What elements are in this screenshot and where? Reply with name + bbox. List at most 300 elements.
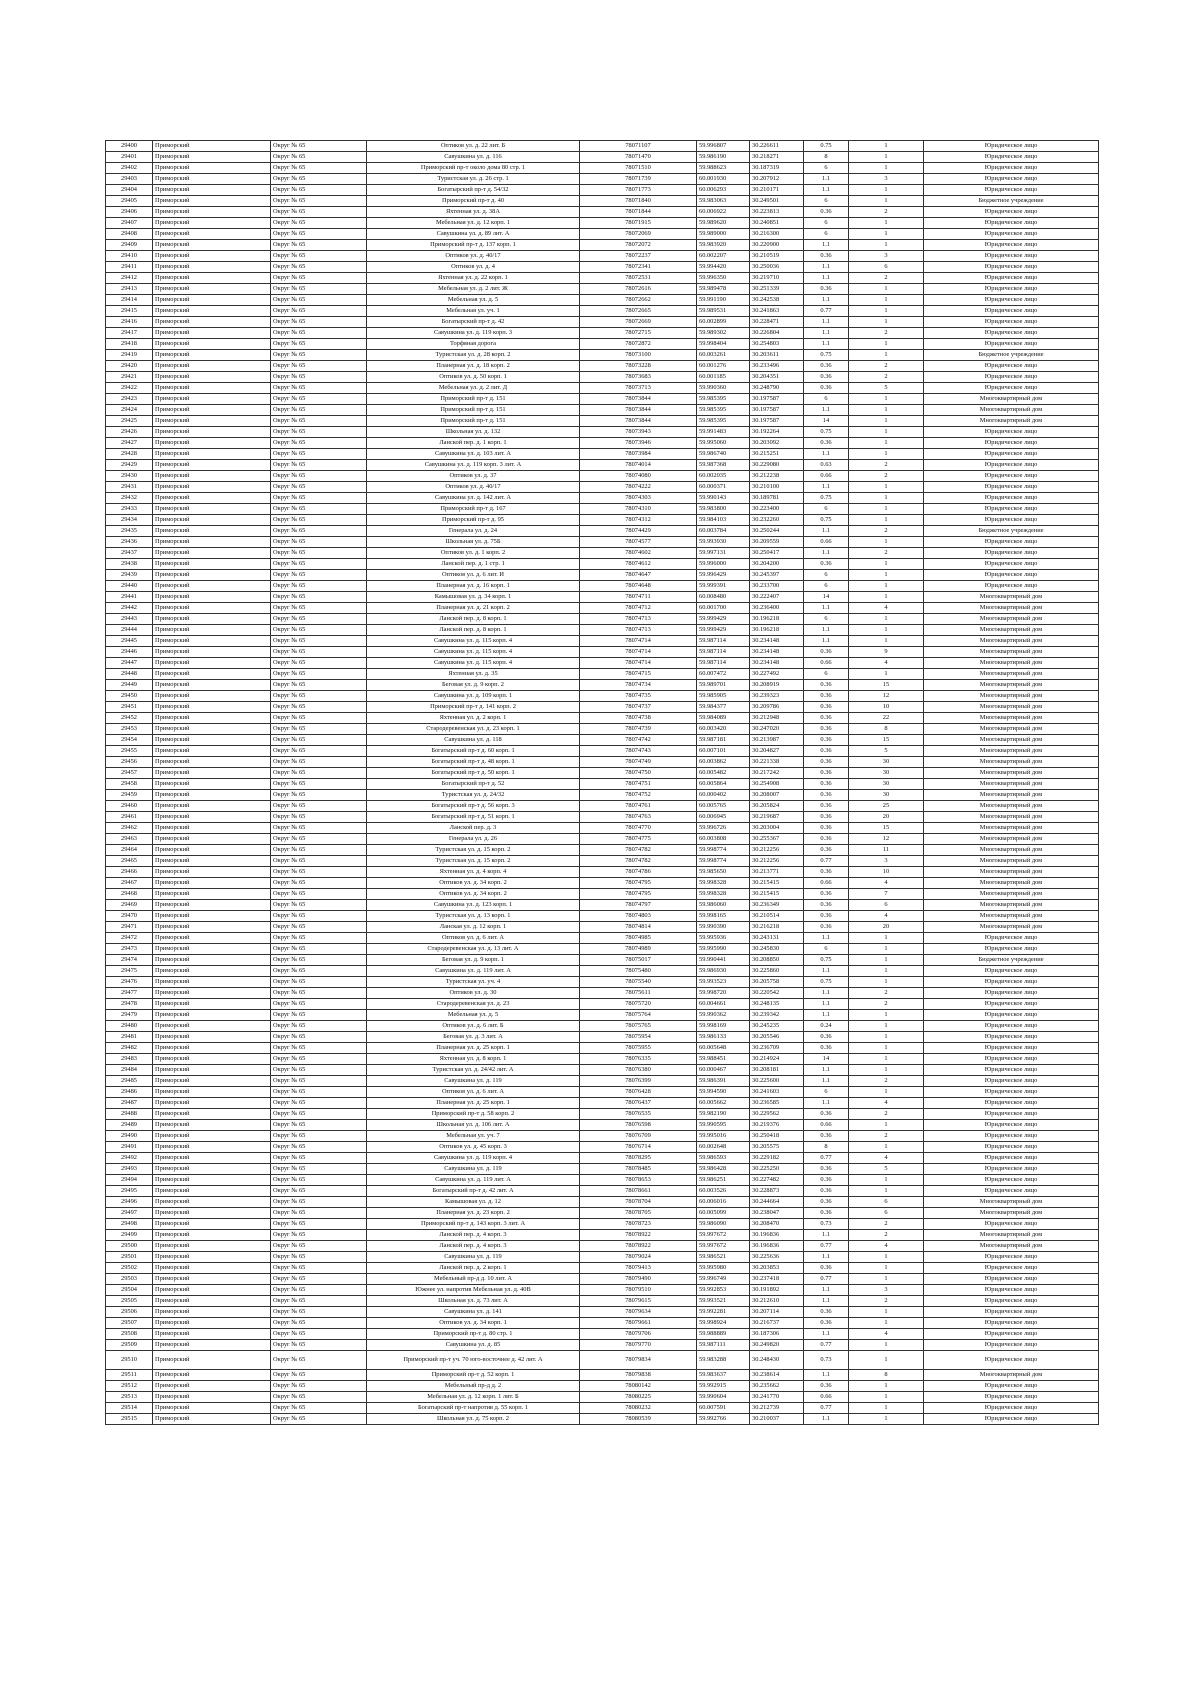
- cell-count: 2: [849, 361, 924, 372]
- cell-district: Приморский: [153, 1208, 271, 1219]
- table-row: [106, 163, 1099, 174]
- cell-count: 1: [849, 1274, 924, 1285]
- cell-volume: 0.36: [804, 1109, 849, 1120]
- cell-address: Савушкина ул. д. 119 корп. 3: [367, 328, 580, 339]
- cell-longitude: 30.205824: [750, 801, 804, 812]
- cell-latitude: 59.999429: [697, 614, 750, 625]
- cell-municipal-okrug: Округ № 65: [271, 834, 367, 845]
- cell-count: 1: [849, 1175, 924, 1186]
- cell-object-id: 78076598: [580, 1120, 697, 1131]
- cell-owner-type: Многоквартирный дом: [924, 691, 1099, 702]
- cell-count: 1: [849, 493, 924, 504]
- cell-latitude: 59.989620: [697, 218, 750, 229]
- table-row: [106, 658, 1099, 669]
- cell-latitude: 59.988889: [697, 1329, 750, 1340]
- cell-latitude: 60.003526: [697, 1186, 750, 1197]
- cell-municipal-okrug: Округ № 65: [271, 878, 367, 889]
- cell-municipal-okrug: Округ № 65: [271, 427, 367, 438]
- cell-district: Приморский: [153, 1370, 271, 1381]
- cell-address: Богатырский пр-т д. 54/32: [367, 185, 580, 196]
- cell-count: 3: [849, 174, 924, 185]
- cell-district: Приморский: [153, 768, 271, 779]
- cell-address: Ланской пер. д. 8 корп. 1: [367, 614, 580, 625]
- cell-municipal-okrug: Округ № 65: [271, 339, 367, 350]
- cell-latitude: 60.002207: [697, 251, 750, 262]
- cell-longitude: 30.225250: [750, 1164, 804, 1175]
- cell-address: Приморский пр-т д. 95: [367, 515, 580, 526]
- cell-district: Приморский: [153, 1076, 271, 1087]
- cell-district: Приморский: [153, 636, 271, 647]
- cell-object-id: 78073100: [580, 350, 697, 361]
- cell-count: 8: [849, 1370, 924, 1381]
- cell-row-number: 29509: [106, 1340, 153, 1351]
- cell-object-id: 78074770: [580, 823, 697, 834]
- cell-latitude: 60.004661: [697, 999, 750, 1010]
- cell-owner-type: Юридическое лицо: [924, 1186, 1099, 1197]
- cell-latitude: 60.005662: [697, 1098, 750, 1109]
- cell-address: Приморский пр-т д. 141 корп. 2: [367, 702, 580, 713]
- cell-row-number: 29469: [106, 900, 153, 911]
- cell-count: 1: [849, 482, 924, 493]
- cell-latitude: 59.986391: [697, 1076, 750, 1087]
- cell-row-number: 29465: [106, 856, 153, 867]
- cell-object-id: 78074989: [580, 944, 697, 955]
- cell-municipal-okrug: Округ № 65: [271, 625, 367, 636]
- cell-object-id: 78076714: [580, 1142, 697, 1153]
- cell-longitude: 30.197587: [750, 405, 804, 416]
- cell-district: Приморский: [153, 680, 271, 691]
- cell-longitude: 30.196836: [750, 1241, 804, 1252]
- cell-row-number: 29430: [106, 471, 153, 482]
- cell-longitude: 30.213987: [750, 735, 804, 746]
- cell-row-number: 29419: [106, 350, 153, 361]
- cell-object-id: 78074795: [580, 889, 697, 900]
- table-row: [106, 933, 1099, 944]
- cell-count: 4: [849, 1098, 924, 1109]
- table-row: [106, 1414, 1099, 1425]
- cell-address: Савушкина ул. д. 123 корп. 1: [367, 900, 580, 911]
- cell-count: 7: [849, 889, 924, 900]
- cell-object-id: 78079510: [580, 1285, 697, 1296]
- cell-latitude: 60.006016: [697, 1197, 750, 1208]
- cell-address: Ланской пер. д. 1 корп. 1: [367, 438, 580, 449]
- cell-municipal-okrug: Округ № 65: [271, 1252, 367, 1263]
- cell-volume: 1.1: [804, 625, 849, 636]
- cell-longitude: 30.209786: [750, 702, 804, 713]
- cell-district: Приморский: [153, 482, 271, 493]
- cell-address: Торфяная дорога: [367, 339, 580, 350]
- cell-district: Приморский: [153, 372, 271, 383]
- cell-row-number: 29405: [106, 196, 153, 207]
- cell-row-number: 29416: [106, 317, 153, 328]
- cell-owner-type: Многоквартирный дом: [924, 416, 1099, 427]
- cell-longitude: 30.196218: [750, 614, 804, 625]
- table-row: [106, 735, 1099, 746]
- cell-row-number: 29476: [106, 977, 153, 988]
- cell-latitude: 59.990362: [697, 1010, 750, 1021]
- table-row: [106, 339, 1099, 350]
- cell-row-number: 29489: [106, 1120, 153, 1131]
- cell-object-id: 78078295: [580, 1153, 697, 1164]
- cell-count: 1: [849, 1307, 924, 1318]
- cell-district: Приморский: [153, 317, 271, 328]
- cell-longitude: 30.241603: [750, 1087, 804, 1098]
- cell-latitude: 59.994590: [697, 1087, 750, 1098]
- cell-object-id: 78080232: [580, 1403, 697, 1414]
- cell-address: Южнее ул. напротив Мебельная ул. д. 40В: [367, 1285, 580, 1296]
- cell-latitude: 60.003261: [697, 350, 750, 361]
- cell-latitude: 59.998404: [697, 339, 750, 350]
- cell-owner-type: Юридическое лицо: [924, 1153, 1099, 1164]
- cell-volume: 0.63: [804, 460, 849, 471]
- cell-district: Приморский: [153, 1175, 271, 1186]
- cell-municipal-okrug: Округ № 65: [271, 867, 367, 878]
- cell-object-id: 78076535: [580, 1109, 697, 1120]
- table-row: [106, 647, 1099, 658]
- cell-longitude: 30.236585: [750, 1098, 804, 1109]
- cell-address: Яхтенная ул. д. 8 корп. 1: [367, 1054, 580, 1065]
- cell-district: Приморский: [153, 1043, 271, 1054]
- cell-municipal-okrug: Округ № 65: [271, 141, 367, 152]
- cell-latitude: 60.002648: [697, 1142, 750, 1153]
- cell-count: 4: [849, 878, 924, 889]
- cell-municipal-okrug: Округ № 65: [271, 1285, 367, 1296]
- cell-owner-type: Многоквартирный дом: [924, 867, 1099, 878]
- cell-district: Приморский: [153, 1186, 271, 1197]
- cell-object-id: 78079490: [580, 1274, 697, 1285]
- table-row: [106, 1285, 1099, 1296]
- cell-address: Богатырский пр-т д. 50 корп. 1: [367, 768, 580, 779]
- cell-latitude: 59.998165: [697, 911, 750, 922]
- cell-municipal-okrug: Округ № 65: [271, 724, 367, 735]
- cell-address: Яхтенная ул. д. 2 корп. 1: [367, 713, 580, 724]
- cell-district: Приморский: [153, 449, 271, 460]
- cell-row-number: 29463: [106, 834, 153, 845]
- cell-municipal-okrug: Округ № 65: [271, 1087, 367, 1098]
- cell-longitude: 30.220542: [750, 988, 804, 999]
- cell-object-id: 78074782: [580, 845, 697, 856]
- cell-district: Приморский: [153, 394, 271, 405]
- table-row: [106, 1274, 1099, 1285]
- cell-address: Савушкина ул. д. 119: [367, 1164, 580, 1175]
- cell-row-number: 29500: [106, 1241, 153, 1252]
- cell-district: Приморский: [153, 889, 271, 900]
- cell-municipal-okrug: Округ № 65: [271, 790, 367, 801]
- cell-count: 2: [849, 460, 924, 471]
- cell-district: Приморский: [153, 1285, 271, 1296]
- cell-count: 1: [849, 1381, 924, 1392]
- cell-row-number: 29507: [106, 1318, 153, 1329]
- cell-owner-type: Юридическое лицо: [924, 460, 1099, 471]
- cell-longitude: 30.226611: [750, 141, 804, 152]
- cell-municipal-okrug: Округ № 65: [271, 614, 367, 625]
- cell-district: Приморский: [153, 1252, 271, 1263]
- cell-address: Приморский пр-т около дома 80 стр. 1: [367, 163, 580, 174]
- cell-longitude: 30.210519: [750, 251, 804, 262]
- cell-municipal-okrug: Округ № 65: [271, 416, 367, 427]
- cell-row-number: 29506: [106, 1307, 153, 1318]
- cell-owner-type: Юридическое лицо: [924, 570, 1099, 581]
- cell-address: Богатырский пр-т д. 42 лит. А: [367, 1186, 580, 1197]
- table-row: [106, 1120, 1099, 1131]
- cell-volume: 0.36: [804, 1164, 849, 1175]
- cell-volume: 1.1: [804, 174, 849, 185]
- cell-volume: 0.36: [804, 372, 849, 383]
- table-row: [106, 1219, 1099, 1230]
- cell-address: Савушкина ул. д. 141: [367, 1307, 580, 1318]
- cell-count: 1: [849, 141, 924, 152]
- cell-count: 1: [849, 1318, 924, 1329]
- cell-count: 1: [849, 1054, 924, 1065]
- cell-longitude: 30.196218: [750, 625, 804, 636]
- cell-district: Приморский: [153, 823, 271, 834]
- cell-count: 1: [849, 1392, 924, 1403]
- cell-row-number: 29452: [106, 713, 153, 724]
- cell-row-number: 29481: [106, 1032, 153, 1043]
- cell-row-number: 29473: [106, 944, 153, 955]
- cell-owner-type: Многоквартирный дом: [924, 746, 1099, 757]
- cell-volume: 1.1: [804, 482, 849, 493]
- cell-object-id: 78074786: [580, 867, 697, 878]
- cell-municipal-okrug: Округ № 65: [271, 328, 367, 339]
- cell-volume: 6: [804, 570, 849, 581]
- cell-district: Приморский: [153, 856, 271, 867]
- cell-volume: 1.1: [804, 1414, 849, 1425]
- cell-owner-type: Многоквартирный дом: [924, 1370, 1099, 1381]
- cell-row-number: 29428: [106, 449, 153, 460]
- cell-latitude: 59.983063: [697, 196, 750, 207]
- cell-latitude: 59.985650: [697, 867, 750, 878]
- cell-address: Савушкина ул. д. 109 корп. 1: [367, 691, 580, 702]
- cell-longitude: 30.215415: [750, 889, 804, 900]
- cell-row-number: 29496: [106, 1197, 153, 1208]
- cell-volume: 0.36: [804, 845, 849, 856]
- cell-municipal-okrug: Округ № 65: [271, 1175, 367, 1186]
- cell-volume: 0.77: [804, 856, 849, 867]
- cell-longitude: 30.203004: [750, 823, 804, 834]
- cell-volume: 6: [804, 669, 849, 680]
- cell-municipal-okrug: Округ № 65: [271, 1329, 367, 1340]
- table-row: [106, 1307, 1099, 1318]
- table-row: [106, 856, 1099, 867]
- cell-district: Приморский: [153, 713, 271, 724]
- cell-object-id: 78074222: [580, 482, 697, 493]
- cell-count: 4: [849, 1329, 924, 1340]
- cell-latitude: 60.000371: [697, 482, 750, 493]
- cell-volume: 8: [804, 152, 849, 163]
- cell-address: Школьная ул. д. 73 лит. А: [367, 1296, 580, 1307]
- cell-municipal-okrug: Округ № 65: [271, 262, 367, 273]
- cell-row-number: 29401: [106, 152, 153, 163]
- cell-address: Генерала ул. д. 26: [367, 834, 580, 845]
- cell-object-id: 78074080: [580, 471, 697, 482]
- cell-latitude: 60.001700: [697, 603, 750, 614]
- cell-district: Приморский: [153, 1120, 271, 1131]
- cell-row-number: 29512: [106, 1381, 153, 1392]
- cell-count: 2: [849, 526, 924, 537]
- cell-count: 1: [849, 614, 924, 625]
- cell-longitude: 30.208181: [750, 1065, 804, 1076]
- cell-address: Приморский пр-т д. 58 корп. 2: [367, 1109, 580, 1120]
- cell-volume: 0.36: [804, 251, 849, 262]
- cell-owner-type: Юридическое лицо: [924, 163, 1099, 174]
- cell-longitude: 30.226804: [750, 328, 804, 339]
- cell-owner-type: Юридическое лицо: [924, 1065, 1099, 1076]
- cell-longitude: 30.212238: [750, 471, 804, 482]
- cell-district: Приморский: [153, 812, 271, 823]
- cell-owner-type: Юридическое лицо: [924, 339, 1099, 350]
- cell-row-number: 29492: [106, 1153, 153, 1164]
- cell-object-id: 78078704: [580, 1197, 697, 1208]
- cell-address: Богатырский пр-т д. 48 корп. 1: [367, 757, 580, 768]
- cell-object-id: 78079615: [580, 1296, 697, 1307]
- cell-address: Туристская ул. уч. 4: [367, 977, 580, 988]
- cell-municipal-okrug: Округ № 65: [271, 372, 367, 383]
- cell-longitude: 30.228471: [750, 317, 804, 328]
- cell-municipal-okrug: Округ № 65: [271, 394, 367, 405]
- cell-latitude: 59.994420: [697, 262, 750, 273]
- cell-volume: 0.66: [804, 658, 849, 669]
- cell-municipal-okrug: Округ № 65: [271, 1043, 367, 1054]
- cell-row-number: 29505: [106, 1296, 153, 1307]
- cell-latitude: 60.003784: [697, 526, 750, 537]
- cell-district: Приморский: [153, 735, 271, 746]
- cell-district: Приморский: [153, 1131, 271, 1142]
- cell-count: 4: [849, 1153, 924, 1164]
- cell-object-id: 78079413: [580, 1263, 697, 1274]
- cell-longitude: 30.220900: [750, 240, 804, 251]
- cell-address: Ланской пер. д. 8 корп. 1: [367, 625, 580, 636]
- cell-volume: 6: [804, 614, 849, 625]
- cell-volume: 0.36: [804, 207, 849, 218]
- cell-object-id: 78071470: [580, 152, 697, 163]
- table-row: [106, 526, 1099, 537]
- cell-district: Приморский: [153, 350, 271, 361]
- cell-volume: 0.36: [804, 383, 849, 394]
- table-row: [106, 515, 1099, 526]
- cell-address: Оптиков ул. д. 30: [367, 988, 580, 999]
- cell-owner-type: Многоквартирный дом: [924, 603, 1099, 614]
- cell-volume: 0.36: [804, 691, 849, 702]
- cell-row-number: 29422: [106, 383, 153, 394]
- cell-count: 4: [849, 603, 924, 614]
- cell-volume: 0.77: [804, 1241, 849, 1252]
- cell-object-id: 78079834: [580, 1351, 697, 1370]
- cell-row-number: 29447: [106, 658, 153, 669]
- cell-longitude: 30.215251: [750, 449, 804, 460]
- cell-object-id: 78074735: [580, 691, 697, 702]
- cell-volume: 1.1: [804, 933, 849, 944]
- cell-volume: 14: [804, 1054, 849, 1065]
- cell-row-number: 29400: [106, 141, 153, 152]
- cell-object-id: 78075611: [580, 988, 697, 999]
- cell-owner-type: Юридическое лицо: [924, 1175, 1099, 1186]
- table-row: [106, 504, 1099, 515]
- cell-owner-type: Многоквартирный дом: [924, 394, 1099, 405]
- cell-row-number: 29402: [106, 163, 153, 174]
- table-row: [106, 548, 1099, 559]
- cell-count: 2: [849, 273, 924, 284]
- cell-address: Савушкина ул. д. 89 лит. А: [367, 229, 580, 240]
- cell-owner-type: Бюджетное учреждение: [924, 350, 1099, 361]
- cell-longitude: 30.244664: [750, 1197, 804, 1208]
- cell-object-id: 78074711: [580, 592, 697, 603]
- cell-longitude: 30.240851: [750, 218, 804, 229]
- cell-object-id: 78075480: [580, 966, 697, 977]
- cell-longitude: 30.219376: [750, 1120, 804, 1131]
- cell-municipal-okrug: Округ № 65: [271, 559, 367, 570]
- cell-latitude: 59.995936: [697, 933, 750, 944]
- cell-latitude: 59.986593: [697, 1153, 750, 1164]
- cell-district: Приморский: [153, 1021, 271, 1032]
- table-row: [106, 779, 1099, 790]
- cell-count: 2: [849, 207, 924, 218]
- cell-municipal-okrug: Округ № 65: [271, 218, 367, 229]
- cell-latitude: 59.993521: [697, 1296, 750, 1307]
- cell-owner-type: Юридическое лицо: [924, 449, 1099, 460]
- cell-longitude: 30.187306: [750, 1329, 804, 1340]
- cell-longitude: 30.217242: [750, 768, 804, 779]
- table-row: [106, 1370, 1099, 1381]
- cell-volume: 6: [804, 581, 849, 592]
- cell-count: 1: [849, 284, 924, 295]
- cell-address: Оптиков ул. д. 45 корп. 3: [367, 1142, 580, 1153]
- table-row: [106, 768, 1099, 779]
- cell-district: Приморский: [153, 922, 271, 933]
- cell-object-id: 78074750: [580, 768, 697, 779]
- cell-latitude: 59.987114: [697, 636, 750, 647]
- cell-longitude: 30.245397: [750, 570, 804, 581]
- table-row: [106, 867, 1099, 878]
- cell-volume: 1.1: [804, 966, 849, 977]
- cell-count: 30: [849, 779, 924, 790]
- cell-owner-type: Многоквартирный дом: [924, 669, 1099, 680]
- cell-longitude: 30.249820: [750, 1340, 804, 1351]
- cell-volume: 1.1: [804, 295, 849, 306]
- cell-address: Приморский пр-т д. 52 корп. 1: [367, 1370, 580, 1381]
- cell-owner-type: Юридическое лицо: [924, 1392, 1099, 1403]
- table-row: [106, 636, 1099, 647]
- cell-latitude: 59.987368: [697, 460, 750, 471]
- cell-latitude: 59.996350: [697, 273, 750, 284]
- cell-volume: 0.36: [804, 680, 849, 691]
- cell-longitude: 30.254908: [750, 779, 804, 790]
- cell-latitude: 59.993523: [697, 977, 750, 988]
- cell-count: 1: [849, 1351, 924, 1370]
- table-row: [106, 966, 1099, 977]
- cell-municipal-okrug: Округ № 65: [271, 251, 367, 262]
- cell-district: Приморский: [153, 658, 271, 669]
- cell-volume: 6: [804, 163, 849, 174]
- cell-latitude: 59.997672: [697, 1230, 750, 1241]
- cell-row-number: 29437: [106, 548, 153, 559]
- cell-volume: 0.36: [804, 867, 849, 878]
- table-row: [106, 328, 1099, 339]
- cell-address: Школьная ул. д. 75Б: [367, 537, 580, 548]
- cell-count: 1: [849, 427, 924, 438]
- cell-longitude: 30.210514: [750, 911, 804, 922]
- cell-municipal-okrug: Округ № 65: [271, 1370, 367, 1381]
- cell-district: Приморский: [153, 933, 271, 944]
- cell-district: Приморский: [153, 757, 271, 768]
- cell-object-id: 78074310: [580, 504, 697, 515]
- cell-volume: 1.1: [804, 603, 849, 614]
- cell-district: Приморский: [153, 746, 271, 757]
- cell-owner-type: Юридическое лицо: [924, 1318, 1099, 1329]
- cell-longitude: 30.245235: [750, 1021, 804, 1032]
- cell-district: Приморский: [153, 944, 271, 955]
- cell-longitude: 30.248135: [750, 999, 804, 1010]
